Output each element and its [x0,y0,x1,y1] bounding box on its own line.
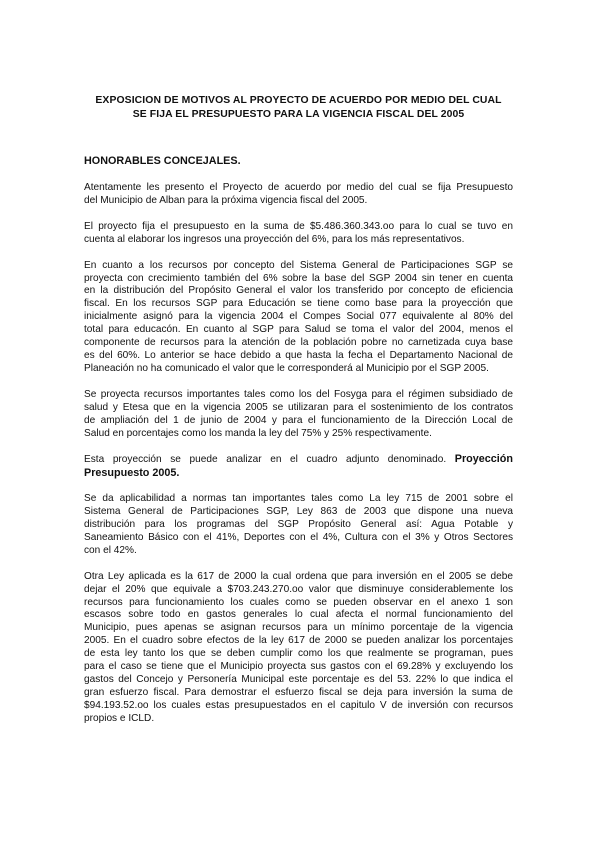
paragraph-line: salud y Etesa que en la vigencia 2005 se utilizaran para el sostenimiento de los contratos [84,401,513,413]
paragraph-line: componente de recursos para la atención de la población pobre no carnetizada cuya base [84,337,513,349]
paragraph-line: proyecta con crecimiento también del 6% sobre la base del SGP 2004 sin tener en cuenta [84,272,513,284]
paragraph-line: Se proyecta recursos importantes tales como los del Fosyga para el régimen subsidiado de [84,388,513,400]
paragraph-2 [84,221,513,247]
paragraph-1 [84,182,513,208]
paragraph-line: recursos para funcionamiento los cuales como se pueden observar en el anexo 1 son [84,596,513,608]
paragraph-line: de ampliación del 1 de junio de 2004 y para el funcionamiento de la Dirección Local de [84,414,513,426]
paragraph-line: cuenta al elaborar los ingresos una proyección del 6%, para los más representativos. [84,233,465,245]
paragraph-line: Planeación no ha comunicado el valor que le corresponderá al Municipio por el SGP 2005. [84,362,489,374]
paragraph-line: del Municipio de Alban para la próxima vigencia fiscal del 2005. [84,194,368,206]
paragraph-line: para el caso se tiene que el Municipio proyecta sus gastos con el 69.28% y excluyendo los [84,661,513,673]
paragraph-line: con el 42%. [84,544,137,556]
paragraph-line: El proyecto fija el presupuesto en la suma de $5.486.360.343.oo para lo cual se tuvo en [84,220,513,232]
paragraph-line: $94.193.52.oo los cuales estas presupuestados en el capitulo V de inversión con recursos [84,699,513,711]
paragraph-line: Se da aplicabilidad a normas tan importantes tales como La ley 715 de 2001 sobre el [84,493,513,505]
paragraph-line: dejar el 20% que equivale a $703.243.270.oo valor que disminuye considerablemente los [84,583,513,595]
paragraph-line: distribución para los programas del SGP Propósito General así: Agua Potable y [84,519,513,531]
paragraph-line: 2005. En el cuadro sobre efectos de la ley 617 de 2000 se pueden analizar los porcentajes [84,635,513,647]
paragraph-line: inicialmente asignó para la vigencia 2004 el Compes Social 077 equivalente al 80% del [84,311,513,323]
paragraph-line: Otra Ley aplicada es la 617 de 2000 la cual ordena que para inversión en el 2005 se debe [84,570,513,582]
paragraph-line: Municipio, pues apenas se asignan recursos para un mínimo porcentaje de la vigencia [84,622,513,634]
paragraph-line: total para educacón. En cuanto al SGP para Salud se toma el valor del 2004, menos el [84,324,513,336]
paragraph-line: gastos del Concejo y Personería Municipal este porcentaje es del 53. 22% lo que indica el [84,674,513,685]
title-line-1: EXPOSICION DE MOTIVOS AL PROYECTO DE ACUERDO POR MEDIO DEL CUAL [95,95,502,106]
paragraph-line [84,453,513,467]
salutation: HONORABLES CONCEJALES. [84,155,241,167]
paragraph-line: Salud en porcentajes como los manda la ley del 75% y 25% respectivamente. [84,427,432,439]
bold-reference: Proyección [454,453,513,466]
paragraph-6 [84,493,513,558]
paragraph-text: Esta proyección se puede analizar en el cuadro adjunto denominado. [84,454,447,466]
paragraph-4 [84,389,513,441]
paragraph-line: es del 60%. Lo anterior se hace debido a que hasta la fecha el Departamento Nacional de [84,349,513,361]
bold-reference-line: Presupuesto 2005. [84,467,180,480]
paragraph-line: Sistema General de Participaciones SGP, Ley 863 de 2003 que dispone una nueva [84,506,513,518]
paragraph-5 [84,453,513,480]
paragraph-line: gran esfuerzo fiscal. Para demostrar el esfuerzo fiscal se deja para inversión la suma de [84,686,513,698]
paragraph-line: propios e ICLD. [84,712,155,724]
paragraph-line: escasos sobre todo en gastos generales lo cual afecta el normal funcionamiento del [84,609,513,621]
paragraph-line: Atentamente les presento el Proyecto de acuerdo por medio del cual se fija Presupuesto [84,182,513,193]
paragraph-line: fiscal. En los recursos SGP para Educación se tiene como base para la proyección que [84,298,513,310]
paragraph-line: En cuanto a los recursos por concepto del Sistema General de Participaciones SGP se [84,259,513,271]
paragraph-line: Saneamiento Básico con el 41%, Deportes con el 4%, Cultura con el 3% y Otros Sectores [84,531,513,543]
paragraph-line: en la distribución del Propósito General el valor los transferido por concepto de eficiencia [84,285,513,297]
paragraph-3 [84,260,513,376]
paragraph-7 [84,571,513,726]
document-title [84,94,513,121]
paragraph-line: de esta ley tanto los que se deben cumplir como los que realmente se programan, pues [84,648,513,660]
title-line-2: SE FIJA EL PRESUPUESTO PARA LA VIGENCIA FISCAL DEL 2005 [132,108,465,120]
